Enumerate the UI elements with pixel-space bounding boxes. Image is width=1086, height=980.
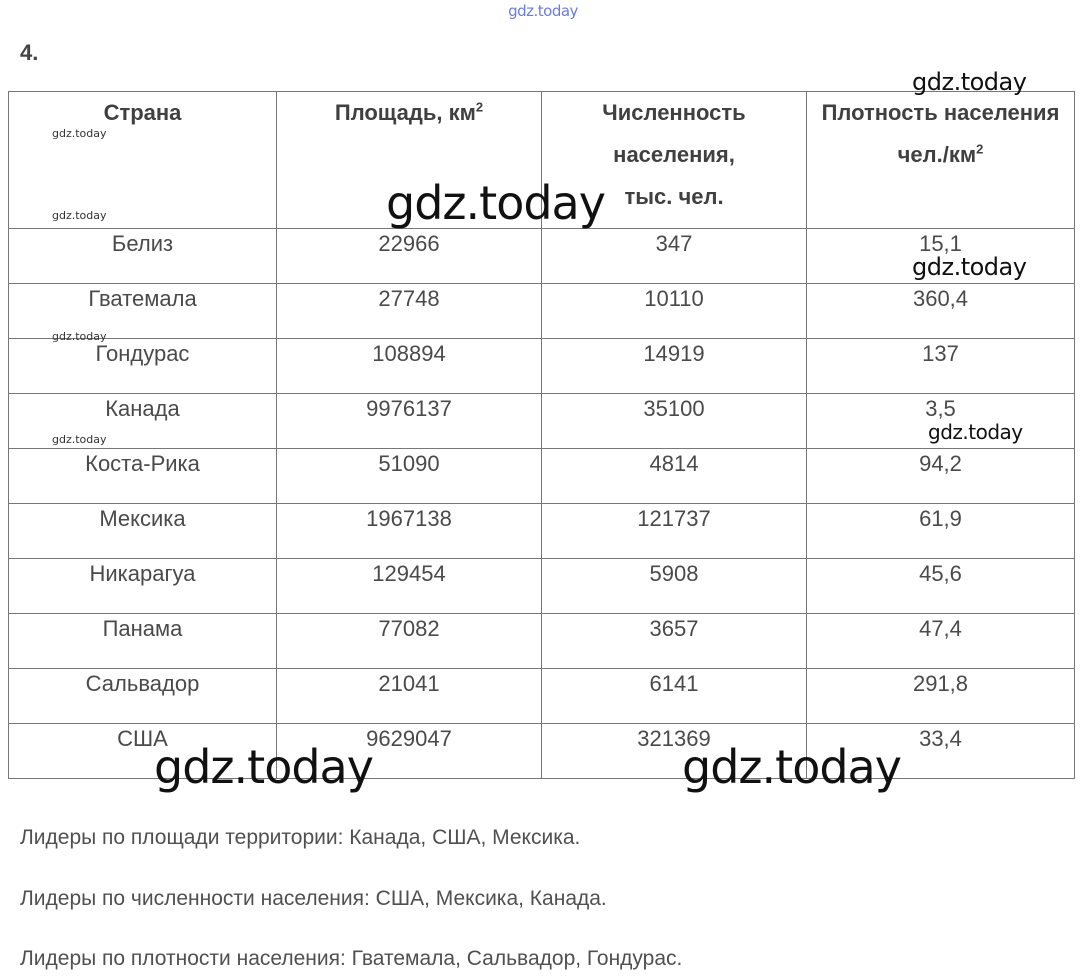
cell-population: 6141 <box>542 669 807 724</box>
watermark: gdz.today <box>154 740 373 794</box>
summary-area-leaders: Лидеры по площади территории: Канада, США, Мексика. <box>20 826 581 849</box>
cell-country: Белиз <box>9 229 277 284</box>
watermark: gdz.today <box>928 420 1023 444</box>
header-population: Численность населения, тыс. чел. <box>542 92 807 229</box>
top-watermark: gdz.today <box>508 2 578 20</box>
cell-density: 94,2 <box>807 449 1075 504</box>
countries-table <box>8 91 1075 779</box>
table-row <box>9 449 1075 504</box>
cell-density: 137 <box>807 339 1075 394</box>
cell-population: 14919 <box>542 339 807 394</box>
table-row <box>9 614 1075 669</box>
cell-country: Сальвадор <box>9 669 277 724</box>
cell-country: Гватемала <box>9 284 277 339</box>
summary-density-leaders: Лидеры по плотности населения: Гватемала, Сальвадор, Гондурас. <box>20 947 683 970</box>
watermark: gdz.today <box>52 330 107 343</box>
table-row <box>9 724 1075 779</box>
watermark: gdz.today <box>682 740 901 794</box>
cell-area: 21041 <box>277 669 542 724</box>
cell-country: Гондурас <box>9 339 277 394</box>
cell-area: 77082 <box>277 614 542 669</box>
cell-population: 4814 <box>542 449 807 504</box>
cell-density: 291,8 <box>807 669 1075 724</box>
cell-country: Панама <box>9 614 277 669</box>
cell-population: 5908 <box>542 559 807 614</box>
table-row <box>9 504 1075 559</box>
cell-area: 9629047 <box>277 724 542 779</box>
cell-density: 61,9 <box>807 504 1075 559</box>
cell-area: 51090 <box>277 449 542 504</box>
cell-country: Никарагуа <box>9 559 277 614</box>
cell-country: Канада <box>9 394 277 449</box>
header-density: Плотность населения $чел./км^2$ <box>807 92 1075 229</box>
task-number: 4. <box>20 40 39 65</box>
header-area: Площадь, $км^2$ <box>277 92 542 229</box>
watermark: gdz.today <box>912 68 1027 96</box>
cell-population: 121737 <box>542 504 807 559</box>
table-header-row <box>9 92 1075 229</box>
watermark: gdz.today <box>52 209 107 222</box>
table-row <box>9 394 1075 449</box>
summary-population-leaders: Лидеры по численности населения: США, Мексика, Канада. <box>20 887 607 910</box>
cell-area: 9976137 <box>277 394 542 449</box>
cell-country: Мексика <box>9 504 277 559</box>
table-row <box>9 284 1075 339</box>
cell-population: 3657 <box>542 614 807 669</box>
cell-density: 3,5 <box>807 394 1075 449</box>
watermark: gdz.today <box>52 433 107 446</box>
cell-density: 15,1 <box>807 229 1075 284</box>
table-row <box>9 229 1075 284</box>
cell-population: 321369 <box>542 724 807 779</box>
cell-density: 45,6 <box>807 559 1075 614</box>
cell-density: 360,4 <box>807 284 1075 339</box>
cell-country: США <box>9 724 277 779</box>
table-row <box>9 559 1075 614</box>
cell-density: 33,4 <box>807 724 1075 779</box>
cell-area: 108894 <box>277 339 542 394</box>
cell-area: 1967138 <box>277 504 542 559</box>
cell-area: 129454 <box>277 559 542 614</box>
watermark: gdz.today <box>52 127 107 140</box>
cell-population: 35100 <box>542 394 807 449</box>
header-country: Страна <box>9 92 277 229</box>
watermark: gdz.today <box>912 253 1027 281</box>
watermark: gdz.today <box>386 176 605 230</box>
cell-area: 27748 <box>277 284 542 339</box>
table-row <box>9 669 1075 724</box>
cell-density: 47,4 <box>807 614 1075 669</box>
cell-population: 347 <box>542 229 807 284</box>
cell-area: 22966 <box>277 229 542 284</box>
cell-country: Коста-Рика <box>9 449 277 504</box>
table-row <box>9 339 1075 394</box>
cell-population: 10110 <box>542 284 807 339</box>
